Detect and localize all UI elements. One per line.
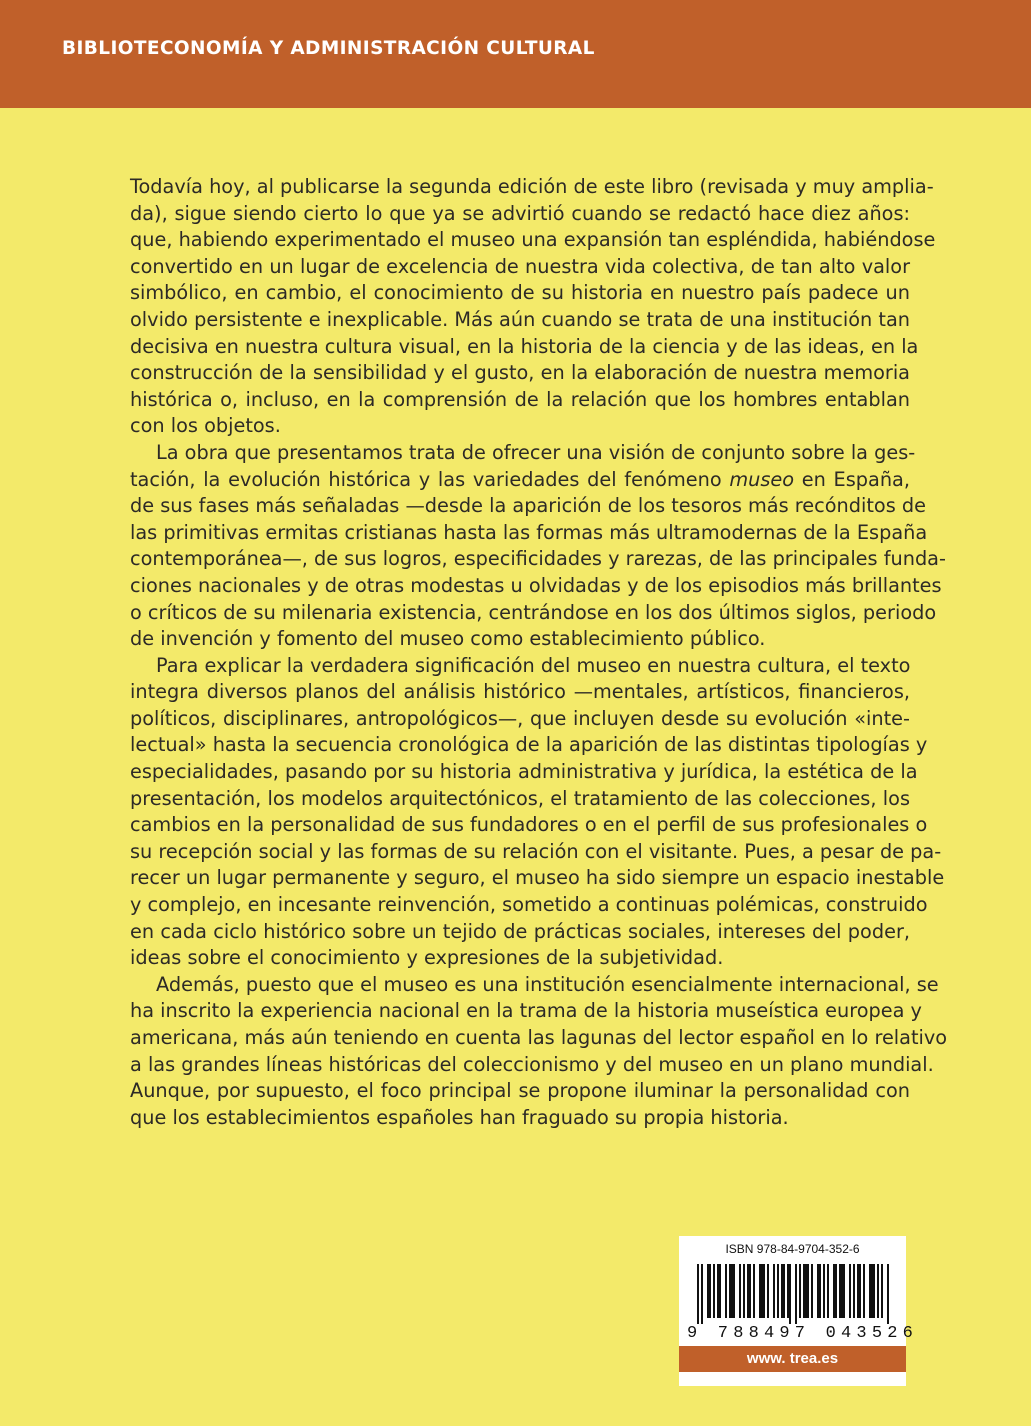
text-line: que los establecimientos españoles han fraguado su propia historia. <box>130 1105 789 1129</box>
text-line: decisiva en nuestra cultura visual, en la historia de la ciencia y de las ideas, en la <box>130 334 919 358</box>
text-line: olvido persistente e inexplicable. Más aún cuando se trata de una institución tan <box>130 307 910 331</box>
text-line: Para explicar la verdadera significación del museo en nuestra cultura, el texto <box>156 653 911 677</box>
barcode-digits-text: 9 788497 043526 <box>687 1324 919 1343</box>
text-line: cambios en la personalidad de sus fundadores o en el perfil de sus profesionales o <box>130 813 928 837</box>
back-cover-blurb <box>130 174 948 1131</box>
text-line: que, habiendo experimentado el museo una expansión tan espléndida, habiéndose <box>130 228 936 252</box>
text-line: a las grandes líneas históricas del coleccionismo y del museo en un plano mundial. <box>130 1052 934 1076</box>
text-line: con los objetos. <box>130 414 281 438</box>
text-line: las primitivas ermitas cristianas hasta las formas más ultramodernas de la España <box>130 520 928 544</box>
text-line: ciones nacionales y de otras modestas u olvidadas y de los episodios más brillantes <box>130 573 942 597</box>
text-line: especialidades, pasando por su historia administrativa y jurídica, la estética de la <box>130 760 918 784</box>
text-line: ideas sobre el conocimiento y expresiones de la subjetividad. <box>130 946 724 970</box>
text-line: lectual» hasta la secuencia cronológica de la aparición de las distintas tipologías y <box>130 733 928 757</box>
text-span: tación, la evolución histórica y las variedades del fenómeno <box>130 467 730 491</box>
text-span: en España, <box>794 467 910 491</box>
text-line: histórica o, incluso, en la comprensión de la relación que los hombres entablan <box>130 387 910 411</box>
text-line: construcción de la sensibilidad y el gusto, en la elaboración de nuestra memoria <box>130 361 910 385</box>
text-line: americana, más aún teniendo en cuenta las lagunas del lector español en lo relativo <box>130 1026 948 1049</box>
barcode-icon <box>679 1260 906 1324</box>
series-title: BIBLIOTECONOMÍA Y ADMINISTRACIÓN CULTURAL <box>62 38 595 59</box>
paragraph-1 <box>130 174 936 440</box>
paragraph-3 <box>130 653 945 972</box>
paragraph-2 <box>130 440 946 653</box>
text-line: Todavía hoy, al publicarse la segunda edición de este libro (revisada y muy amplia- <box>130 175 934 198</box>
text-line: da), sigue siendo cierto lo que ya se advirtió cuando se redactó hace diez años: <box>130 201 910 225</box>
text-line: de invención y fomento del museo como establecimiento público. <box>130 627 766 651</box>
text-line: Además, puesto que el museo es una institución esencialmente internacional, se <box>156 972 939 996</box>
text-line: y complejo, en incesante reinvención, sometido a continuas polémicas, construido <box>130 893 928 917</box>
text-line: integra diversos planos del análisis histórico —mentales, artísticos, financieros, <box>130 680 910 704</box>
emphasis-museo: museo <box>729 467 795 491</box>
series-header-band <box>0 0 1031 108</box>
publisher-url[interactable]: www. trea.es <box>679 1346 906 1372</box>
text-line: políticos, disciplinares, antropológicos—, que incluyen desde su evolución «inte- <box>130 706 910 730</box>
paragraph-4 <box>130 972 948 1132</box>
text-line: convertido en un lugar de excelencia de nuestra vida colectiva, de tan alto valor <box>130 254 910 278</box>
text-line <box>130 467 910 494</box>
text-line: contemporánea—, de sus logros, especificidades y rarezas, de las principales funda- <box>130 547 946 571</box>
text-line: La obra que presentamos trata de ofrecer una visión de conjunto sobre la ges- <box>156 440 916 464</box>
text-line: presentación, los modelos arquitectónicos, el tratamiento de las colecciones, los <box>130 786 910 810</box>
text-line: de sus fases más señaladas —desde la aparición de los tesoros más recónditos de <box>130 494 926 518</box>
text-line: recer un lugar permanente y seguro, el museo ha sido siempre un espacio inestable <box>130 866 945 890</box>
text-line: o críticos de su milenaria existencia, centrándose en los dos últimos siglos, periodo <box>130 600 937 624</box>
text-line: simbólico, en cambio, el conocimiento de su historia en nuestro país padece un <box>130 281 910 305</box>
isbn-label: ISBN 978-84-9704-352-6 <box>725 1242 860 1256</box>
text-line: ha inscrito la experiencia nacional en la trama de la historia museística europea y <box>130 999 922 1023</box>
text-line: Aunque, por supuesto, el foco principal se propone iluminar la personalidad con <box>130 1079 910 1103</box>
text-line: su recepción social y las formas de su relación con el visitante. Pues, a pesar de pa- <box>130 839 942 863</box>
text-line: en cada ciclo histórico sobre un tejido de prácticas sociales, intereses del poder, <box>130 919 910 943</box>
